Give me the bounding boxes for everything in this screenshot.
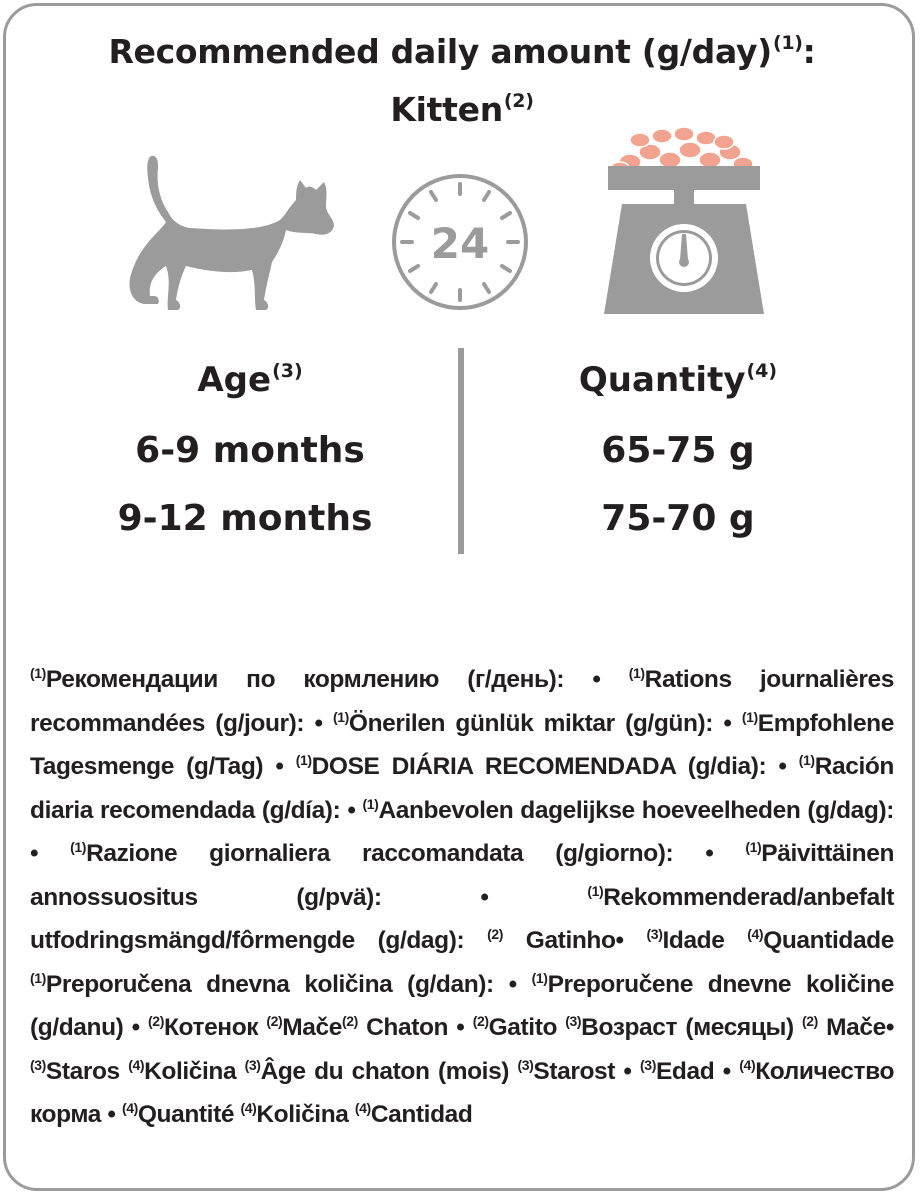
footnote-marker: (2) bbox=[472, 1013, 489, 1029]
footnote-marker: (1) bbox=[587, 882, 604, 899]
subtitle-text: Kitten bbox=[390, 90, 503, 129]
footnote-text: Starost • bbox=[533, 1057, 641, 1085]
age-header bbox=[130, 360, 370, 400]
footnote-text: Edad • bbox=[655, 1057, 740, 1085]
footnote-text: Котенок bbox=[163, 1014, 267, 1041]
footnote-marker: (1) bbox=[798, 752, 815, 768]
footnote-text: Aanbevolen dagelijkse hoeveelheden (g/dag): • bbox=[30, 796, 894, 867]
quantity-header bbox=[548, 360, 808, 400]
footnote-marker: (4) bbox=[354, 1100, 371, 1116]
page-title bbox=[0, 32, 924, 71]
footnote-marker: (3) bbox=[640, 1056, 656, 1073]
footnote-marker: (3) bbox=[244, 1056, 261, 1073]
footnote-text: Âge du chaton (mois) bbox=[260, 1057, 518, 1085]
footnote-marker: (4) bbox=[121, 1100, 138, 1116]
footnote-marker: (1) bbox=[30, 665, 46, 681]
footnote-marker: (4) bbox=[739, 1056, 756, 1073]
clock-number: 24 bbox=[430, 219, 490, 268]
footnote-text: Мače bbox=[282, 1014, 342, 1041]
footnote-text: Количество корма • bbox=[30, 1057, 895, 1128]
footnote-marker: (1) bbox=[70, 839, 87, 855]
age-note: (3) bbox=[272, 360, 303, 382]
footnote-text: Staros bbox=[45, 1057, 129, 1085]
footnote-text: Razione giornaliera raccomandata (g/giorno): • bbox=[86, 840, 746, 867]
footnote-marker: (1) bbox=[295, 752, 312, 768]
clock-icon bbox=[388, 170, 532, 314]
footnote-text: Gatito bbox=[488, 1014, 566, 1041]
footnote-marker: (3) bbox=[517, 1056, 534, 1073]
footnote-text: Возраст (месяцы) bbox=[581, 1014, 802, 1041]
footnote-marker: (3) bbox=[565, 1013, 582, 1029]
footnote-text: Quantité bbox=[137, 1101, 241, 1128]
footnote-text: Quantidade bbox=[763, 927, 894, 954]
age-label: Age bbox=[197, 360, 272, 400]
age-cell: 6-9 months bbox=[135, 430, 365, 471]
footnote-marker: (1) bbox=[531, 969, 548, 986]
footnote-text: Količina bbox=[144, 1057, 245, 1085]
footnote-marker: (1) bbox=[333, 708, 349, 725]
footnote-text: Önerilen günlük miktar (g/gün): • bbox=[348, 709, 742, 737]
age-cell: 9-12 months bbox=[117, 498, 373, 539]
footnote-text: Рекомендации по кормлению (г/день): • bbox=[45, 666, 629, 693]
quantity-cell: 75-70 g bbox=[601, 498, 755, 539]
multilingual-footnote bbox=[30, 655, 894, 1134]
footnote-marker: (2) bbox=[341, 1013, 358, 1029]
footnote-text: Cantidad bbox=[370, 1101, 473, 1128]
footnote-marker: (1) bbox=[745, 839, 762, 855]
page-subtitle bbox=[0, 90, 924, 129]
footnote-text: Päivittäinen annossuositus (g/pvä): • bbox=[30, 840, 895, 911]
quantity-label: Quantity bbox=[578, 360, 746, 400]
footnote-marker: (1) bbox=[362, 795, 379, 812]
footnote-text: Količina bbox=[256, 1101, 355, 1128]
footnote-marker: (1) bbox=[741, 708, 758, 725]
footnote-marker: (3) bbox=[646, 926, 663, 942]
footnote-marker: (4) bbox=[747, 926, 764, 942]
footnote-marker: (2) bbox=[487, 926, 503, 942]
footnote-marker: (4) bbox=[128, 1056, 145, 1073]
footnote-text: Мače• bbox=[817, 1014, 895, 1041]
cat-icon bbox=[120, 150, 340, 320]
footnote-text: Ración diaria recomendada (g/día): • bbox=[30, 753, 894, 824]
footnote-text: Preporučene dnevne količine (g/danu) • bbox=[30, 970, 894, 1041]
column-divider bbox=[458, 348, 464, 554]
footnote-text: Chaton • bbox=[357, 1014, 473, 1041]
footnote-text: Empfohlene Tagesmenge (g/Tag) • bbox=[30, 709, 894, 780]
footnote-text: Rekommenderad/anbefalt utfodringsmängd/fôrmengde (g/dag): bbox=[30, 883, 894, 954]
title-note: (1) bbox=[772, 32, 803, 54]
footnote-marker: (3) bbox=[30, 1056, 46, 1073]
footnote-marker: (1) bbox=[30, 969, 46, 986]
footnote-text: Preporučena dnevna količina (g/dan): • bbox=[45, 970, 532, 998]
footnote-text: Idade bbox=[662, 927, 748, 954]
footnote-text: Rations journalières recommandées (g/jour): • bbox=[30, 666, 894, 737]
subtitle-note: (2) bbox=[503, 90, 534, 112]
footnote-text: Gatinho• bbox=[502, 927, 647, 954]
footnote-marker: (2) bbox=[148, 1013, 164, 1029]
scale-icon bbox=[598, 122, 770, 316]
quantity-note: (4) bbox=[746, 360, 778, 382]
footnote-marker: (1) bbox=[628, 665, 645, 681]
footnote-marker: (2) bbox=[266, 1013, 283, 1029]
title-colon: : bbox=[802, 32, 816, 71]
footnote-marker: (2) bbox=[802, 1013, 818, 1029]
footnote-marker: (4) bbox=[240, 1100, 257, 1116]
title-text: Recommended daily amount (g/day) bbox=[108, 32, 772, 71]
quantity-cell: 65-75 g bbox=[601, 430, 755, 471]
footnote-text: DOSE DIÁRIA RECOMENDADA (g/dia): • bbox=[311, 753, 799, 780]
